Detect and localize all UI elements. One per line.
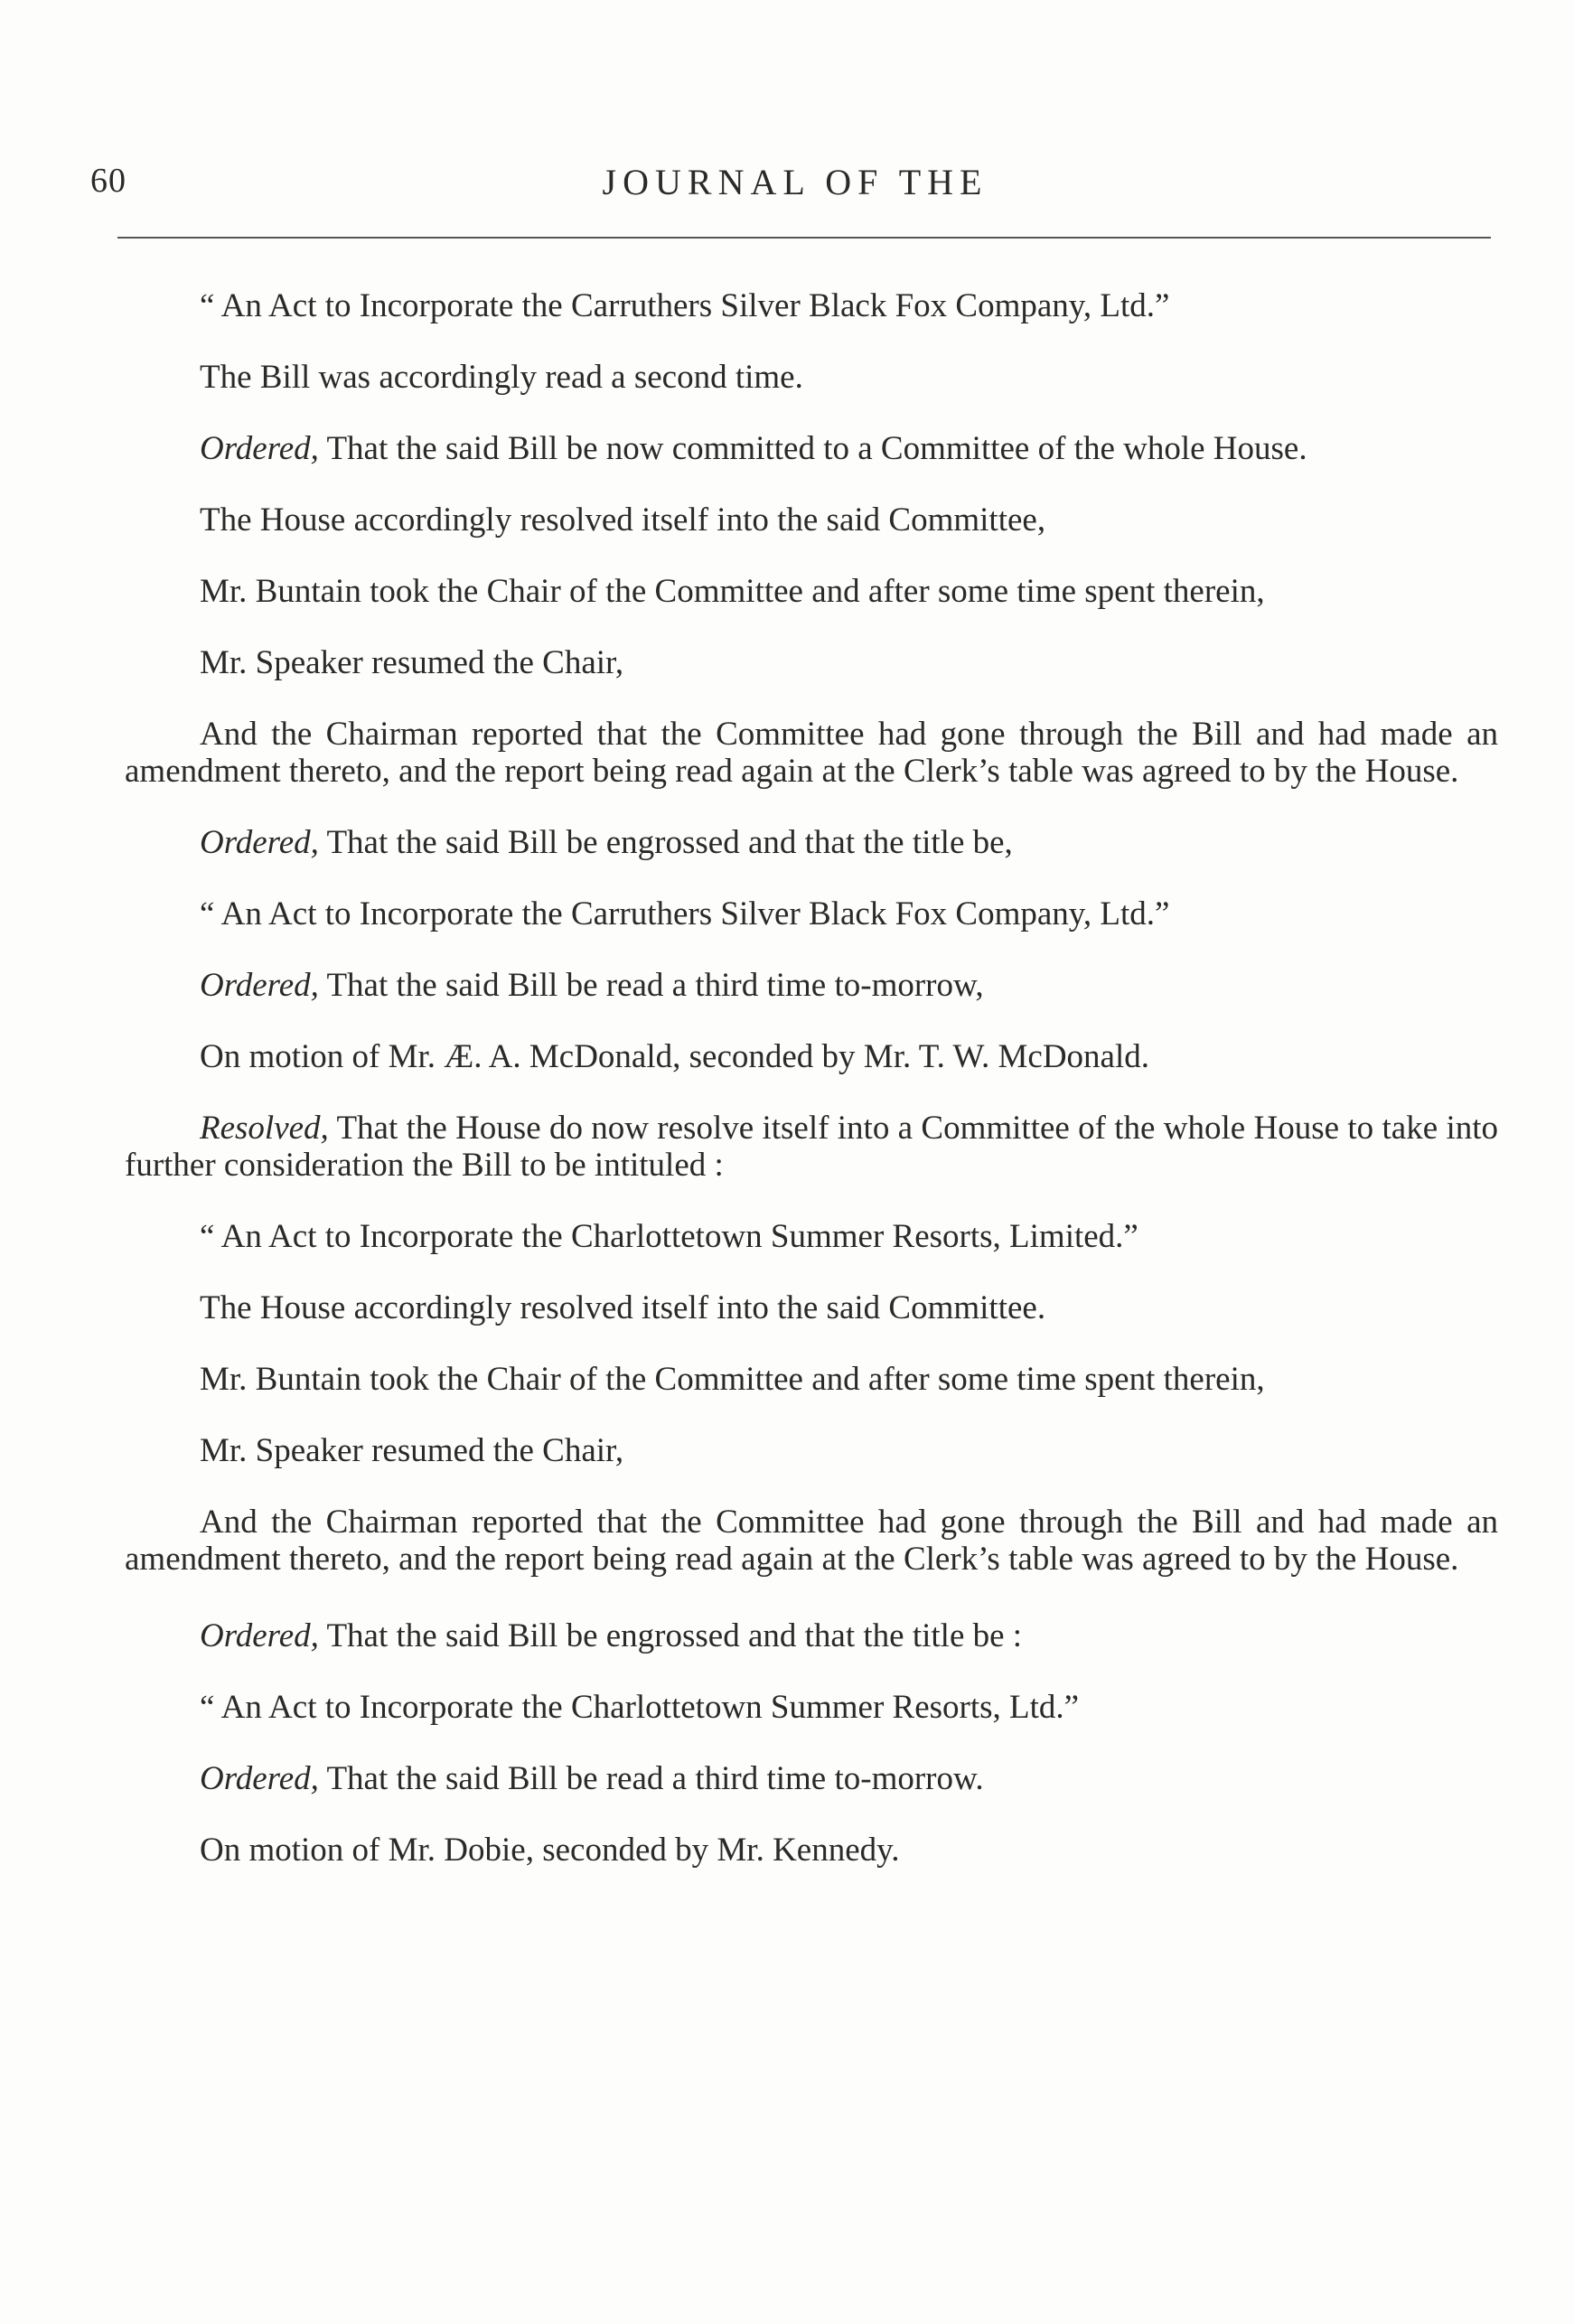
paragraph: On motion of Mr. Æ. A. McDonald, seconded by Mr. T. W. McDonald. — [200, 1038, 1150, 1075]
paragraph: Ordered, That the said Bill be now committed to a Committee of the whole House. — [200, 430, 1307, 467]
paragraph: The Bill was accordingly read a second time. — [200, 359, 803, 396]
paragraph: And the Chairman reported that the Committee had gone through the Bill and had made an amendment thereto, and the report being read again at the Clerk’s table was agreed to by the House. — [125, 716, 1498, 790]
paragraph: And the Chairman reported that the Committee had gone through the Bill and had made an amendment thereto, and the report being read again at the Clerk’s table was agreed to by the House. — [125, 1504, 1498, 1578]
paragraph: Mr. Buntain took the Chair of the Committee and after some time spent therein, — [200, 573, 1265, 610]
journal-body — [125, 287, 1498, 1903]
paragraph: Ordered, That the said Bill be engrossed and that the title be : — [200, 1617, 1023, 1654]
paragraph: Ordered, That the said Bill be read a third time to-morrow, — [200, 967, 984, 1004]
paragraph: On motion of Mr. Dobie, seconded by Mr. Kennedy. — [200, 1832, 900, 1869]
paragraph: Mr. Buntain took the Chair of the Committee and after some time spent therein, — [200, 1361, 1265, 1398]
paragraph: Mr. Speaker resumed the Chair, — [200, 1432, 624, 1469]
page-header — [90, 161, 1500, 215]
page-number: 60 — [90, 162, 126, 200]
paragraph: “ An Act to Incorporate the Carruthers Silver Black Fox Company, Ltd.” — [200, 895, 1170, 932]
paragraph: Resolved, That the House do now resolve itself into a Committee of the whole House to take into further consideration the Bill to be intituled : — [125, 1110, 1498, 1184]
running-head: JOURNAL OF THE — [602, 162, 988, 202]
paragraph: The House accordingly resolved itself into the said Committee, — [200, 501, 1046, 539]
paragraph: “ An Act to Incorporate the Charlottetown Summer Resorts, Limited.” — [200, 1218, 1138, 1255]
paragraph: Mr. Speaker resumed the Chair, — [200, 644, 624, 681]
header-rule — [117, 237, 1491, 239]
paragraph: Ordered, That the said Bill be engrossed and that the title be, — [200, 824, 1013, 861]
paragraph: “ An Act to Incorporate the Carruthers Silver Black Fox Company, Ltd.” — [200, 287, 1170, 324]
paragraph: The House accordingly resolved itself into the said Committee. — [200, 1289, 1046, 1326]
paragraph: “ An Act to Incorporate the Charlottetown Summer Resorts, Ltd.” — [200, 1689, 1080, 1726]
paragraph: Ordered, That the said Bill be read a third time to-morrow. — [200, 1760, 984, 1797]
